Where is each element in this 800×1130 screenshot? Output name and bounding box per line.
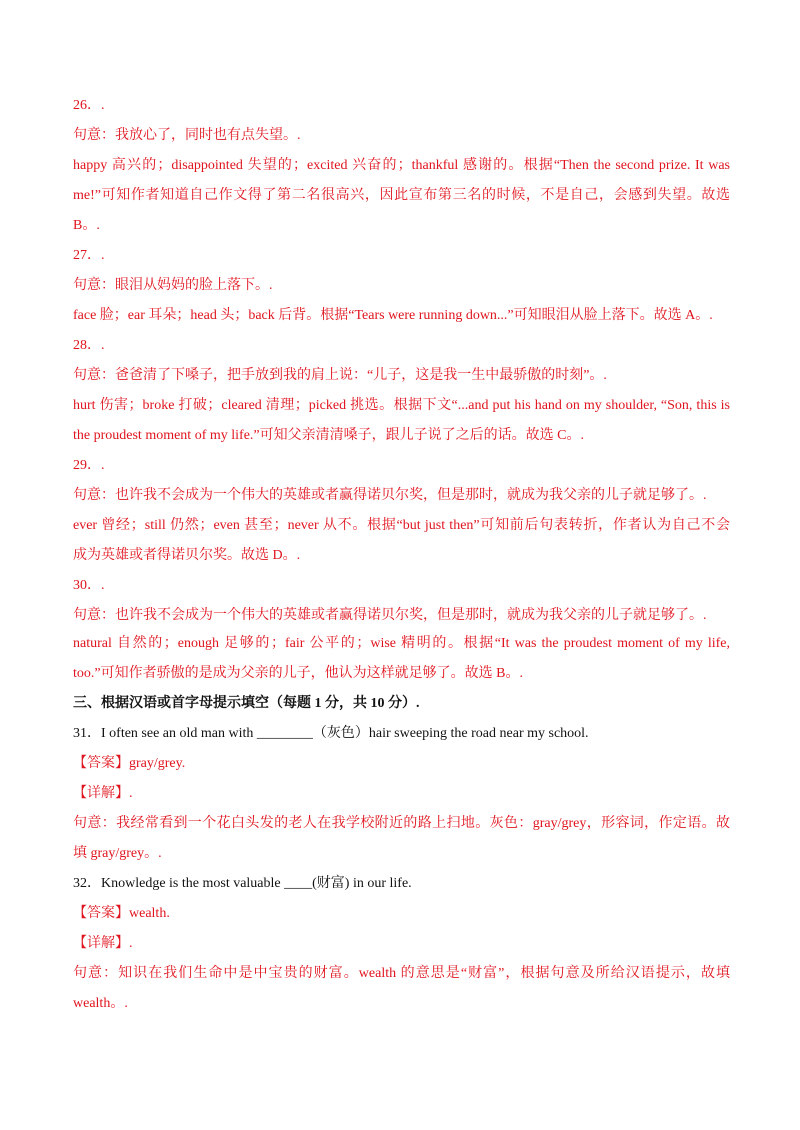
- q30-explanation-line-2: too.”可知作者骄傲的是成为父亲的儿子，他认为这样就足够了。故选 B。.: [73, 666, 523, 681]
- q27-meaning: 句意：眼泪从妈妈的脸上落下。.: [73, 278, 273, 293]
- q27-number: 27．.: [73, 248, 105, 263]
- section-3-heading: 三、根据汉语或首字母提示填空（每题 1 分，共 10 分）.: [73, 696, 420, 711]
- q32-meaning-line-2: wealth。.: [73, 996, 128, 1011]
- q26-number: 26．.: [73, 98, 105, 113]
- q29-meaning: 句意：也许我不会成为一个伟大的英雄或者赢得诺贝尔奖，但是那时，就成为我父亲的儿子就足够了。.: [73, 488, 707, 503]
- q31-answer: 【答案】gray/grey.: [73, 756, 186, 771]
- q31-meaning-line-2: 填 gray/grey。.: [73, 846, 162, 861]
- q32-answer: 【答案】wealth.: [73, 906, 170, 921]
- q28-number: 28．.: [73, 338, 105, 353]
- q26-explanation-line-3: B。.: [73, 218, 100, 233]
- q31-meaning-line-1: 句意：我经常看到一个花白头发的老人在我学校附近的路上扫地。灰色：gray/grey，形容词，作定语。故: [73, 816, 730, 831]
- q31-question: 31．I often see an old man with ________（灰色）hair sweeping the road near my school.: [73, 726, 589, 741]
- q29-explanation-line-1: ever 曾经；still 仍然；even 甚至；never 从不。根据“but just then”可知前后句表转折，作者认为自己不会: [73, 518, 730, 533]
- q31-detail-label: 【详解】.: [73, 786, 133, 801]
- q28-explanation-line-1: hurt 伤害；broke 打破；cleared 清理；picked 挑选。根据下文“...and put his hand on my shoulder, “Son, this is: [73, 398, 730, 413]
- q27-explanation-line-1: face 脸；ear 耳朵；head 头；back 后背。根据“Tears were running down...”可知眼泪从脸上落下。故选 A。.: [73, 308, 713, 323]
- q29-explanation-line-2: 成为英雄或者得诺贝尔奖。故选 D。.: [73, 548, 301, 563]
- q30-number: 30．.: [73, 578, 105, 593]
- q29-number: 29．.: [73, 458, 105, 473]
- q30-meaning: 句意：也许我不会成为一个伟大的英雄或者赢得诺贝尔奖，但是那时，就成为我父亲的儿子就足够了。.: [73, 608, 707, 623]
- q32-detail-label: 【详解】.: [73, 936, 133, 951]
- q28-explanation-line-2: the proudest moment of my life.”可知父亲清清嗓子，跟儿子说了之后的话。故选 C。.: [73, 428, 584, 443]
- q30-explanation-line-1: natural 自然的；enough 足够的；fair 公平的；wise 精明的。根据“It was the proudest moment of my life,: [73, 636, 730, 651]
- q32-meaning-line-1: 句意：知识在我们生命中是中宝贵的财富。wealth 的意思是“财富”，根据句意及所给汉语提示，故填: [73, 966, 730, 981]
- q26-explanation-line-2: me!”可知作者知道自己作文得了第二名很高兴，因此宣布第三名的时候，不是自己，会感到失望。故选: [73, 188, 730, 203]
- q32-question: 32．Knowledge is the most valuable ____(财富) in our life.: [73, 876, 412, 891]
- q26-explanation-line-1: happy 高兴的；disappointed 失望的；excited 兴奋的；thankful 感谢的。根据“Then the second prize. It was: [73, 158, 730, 173]
- q28-meaning: 句意：爸爸清了下嗓子，把手放到我的肩上说：“儿子，这是我一生中最骄傲的时刻”。.: [73, 368, 607, 383]
- q26-meaning: 句意：我放心了，同时也有点失望。.: [73, 128, 301, 143]
